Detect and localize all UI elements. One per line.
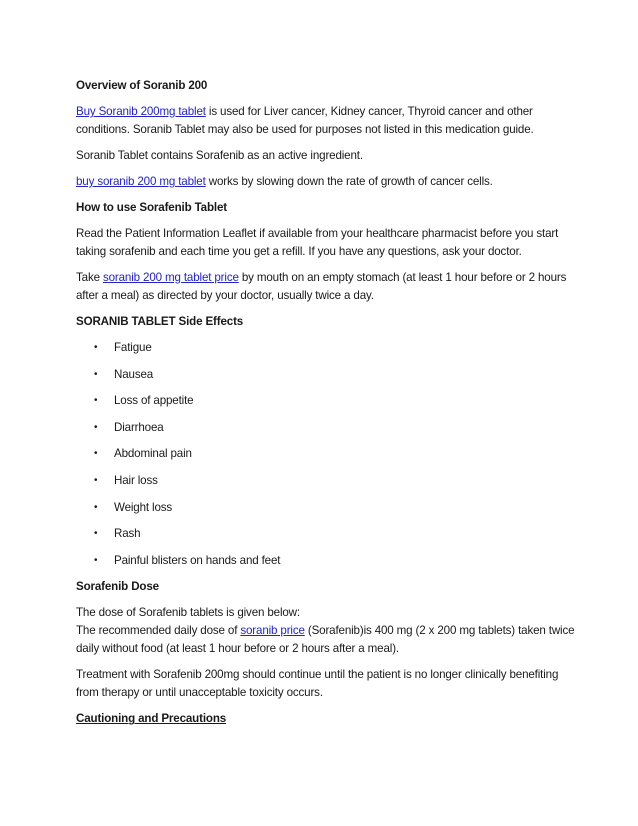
overview-paragraph-1-text: is used for Liver cancer, Kidney cancer, Thyroid cancer and other conditions. Soranib Tablet may also be used for purposes not listed in this medication guide. (76, 105, 534, 136)
bullet-icon: • (94, 554, 98, 566)
how-to-use-heading: How to use Sorafenib Tablet (76, 201, 227, 214)
bullet-icon: • (94, 368, 98, 380)
soranib-tablet-price-link[interactable]: soranib 200 mg tablet price (102, 271, 239, 284)
buy-soranib-tablet-link[interactable]: buy soranib 200 mg tablet (76, 175, 206, 188)
buy-soranib-link[interactable]: Buy Soranib 200mg tablet (76, 105, 206, 118)
how-to-use-paragraph-2-text: by mouth on an empty stomach (at least 1 hour before or 2 hours after a meal) as directed by your doctor, usually twice a day. (76, 271, 567, 302)
dose-line-text: (Sorafenib)is 400 mg (2 x 200 mg tablets) taken twice daily without food (at least 1 hour before or 2 hours after a meal). (76, 624, 575, 656)
dose-line-prefix: The recommended daily dose of (76, 624, 241, 638)
list-item (76, 392, 578, 410)
list-item-label: Weight loss (114, 500, 173, 514)
dose-paragraph-2: Treatment with Sorafenib 200mg should continue until the patient is no longer clinically benefiting from therapy or until unacceptable toxicity occurs. (76, 668, 559, 700)
list-item (76, 366, 578, 384)
list-item (76, 419, 578, 437)
how-to-use-paragraph-1: Read the Patient Information Leaflet if available from your healthcare pharmacist before you start taking sorafenib and each time you get a refill. If you have any questions, ask your doctor. (76, 227, 559, 258)
bullet-icon: • (94, 421, 98, 433)
bullet-icon: • (94, 528, 98, 540)
list-item-label: Diarrhoea (114, 420, 164, 434)
how-to-use-paragraph-2-prefix: Take (76, 271, 103, 284)
bullet-icon: • (94, 395, 98, 407)
overview-paragraph-3-text: works by slowing down the rate of growth of cancer cells. (205, 175, 493, 188)
bullet-icon: • (94, 474, 98, 486)
list-item-label: Rash (114, 527, 141, 541)
list-item-label: Abdominal pain (114, 447, 192, 461)
bullet-icon: • (94, 501, 98, 513)
soranib-price-link[interactable]: soranib price (240, 624, 305, 638)
list-item (76, 552, 578, 570)
overview-paragraph-1 (76, 103, 578, 139)
list-item (76, 472, 578, 490)
list-item (76, 445, 578, 463)
list-item-label: Painful blisters on hands and feet (114, 553, 281, 567)
list-item (76, 339, 578, 357)
how-to-use-paragraph-2 (76, 269, 578, 305)
list-item-label: Loss of appetite (114, 394, 194, 408)
dose-intro-line: The dose of Sorafenib tablets is given below: (76, 606, 300, 620)
cautions-heading: Cautioning and Precautions (76, 712, 227, 726)
list-item-label: Nausea (114, 367, 154, 381)
dose-heading: Sorafenib Dose (76, 580, 159, 594)
overview-heading: Overview of Soranib 200 (76, 79, 208, 92)
list-item (76, 525, 578, 543)
dose-paragraph-1 (76, 604, 578, 658)
list-item-label: Fatigue (114, 341, 152, 354)
list-item (76, 499, 578, 517)
side-effects-heading: SORANIB TABLET Side Effects (76, 315, 244, 328)
overview-paragraph-3 (76, 173, 578, 191)
overview-paragraph-2: Soranib Tablet contains Sorafenib as an active ingredient. (76, 149, 363, 162)
bullet-icon: • (94, 342, 98, 353)
bullet-icon: • (94, 448, 98, 460)
side-effects-list (76, 339, 578, 570)
list-item-label: Hair loss (114, 473, 158, 487)
